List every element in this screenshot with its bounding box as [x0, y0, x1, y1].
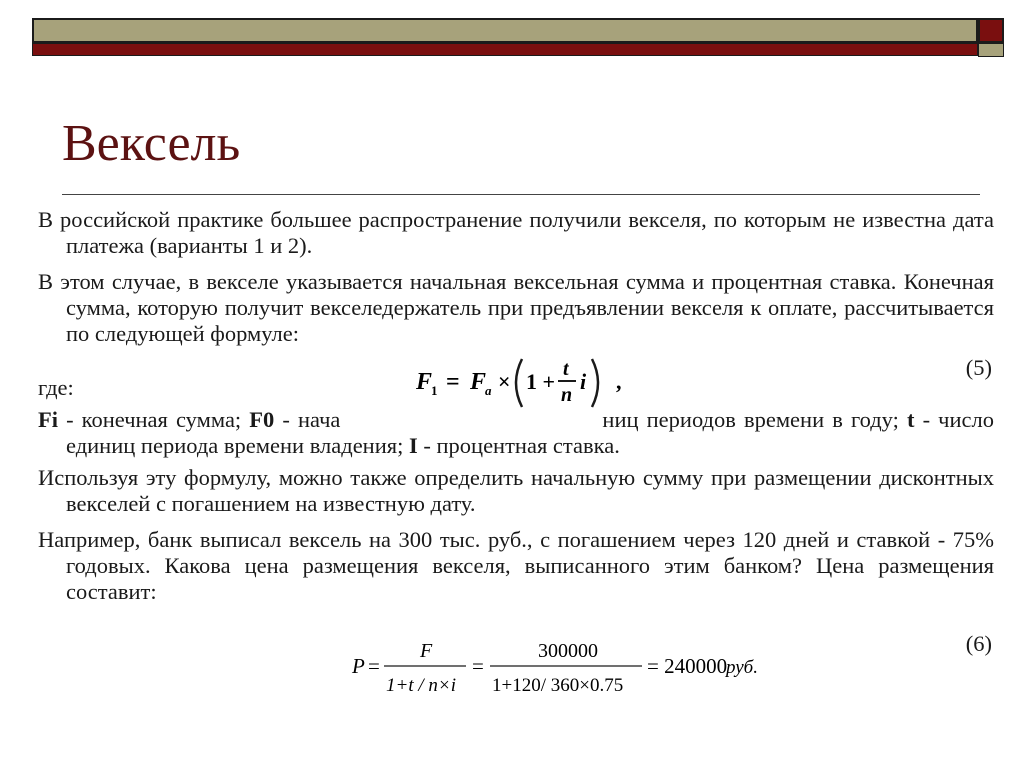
slide-body [38, 207, 994, 711]
f6-frac1-num: F [420, 640, 433, 662]
equation-6-number: (6) [965, 631, 992, 656]
f6-result: = 240000 [647, 654, 728, 678]
top-bar-maroon-strip [32, 43, 978, 56]
equation-5-number: (5) [965, 355, 992, 380]
f5-left-paren [516, 359, 522, 407]
f5-frac-den: n [561, 384, 573, 406]
f5-right-paren [592, 359, 598, 407]
f6-unit: руб. [726, 657, 758, 678]
symbol-fi: Fi [38, 407, 58, 432]
paragraph-case: В этом случае, в векселе указывается начальная вексельная сумма и процентная ставка. Конечная сумма, которую получит векселедержатель при предъявлении векселя к оплате, рассчитывается по следующей формуле: [38, 269, 994, 346]
top-bar-olive-square [978, 43, 1004, 57]
top-bar-olive-strip [32, 18, 978, 43]
symbol-f0: F0 [249, 407, 275, 432]
f5-lhs: F [416, 369, 433, 395]
symbol-i: I [408, 433, 418, 458]
f5-f: F [470, 369, 487, 395]
f5-times: × [498, 369, 511, 394]
f5-eq: = [446, 369, 460, 395]
decorative-top-bar [32, 18, 1004, 57]
paragraph-formula-use: Используя эту формулу, можно также определить начальную сумму при размещении дисконтных векселей с погашением на известную дату. [38, 465, 994, 516]
f5-lhs-sub: 1 [431, 383, 438, 398]
f5-f-sub: a [485, 383, 492, 398]
f5-comma: , [616, 369, 622, 394]
formula-6-row [38, 615, 994, 711]
formula-6 [350, 625, 780, 705]
paragraph-example: Например, банк выписал вексель на 300 тыс. руб., с погашением через 120 дней и ставкой - 75% годовых. Какова цена размещения векселя, выписанного этим банком? Цена размещения составит: [38, 527, 994, 604]
title-divider [62, 194, 980, 195]
where-label: где: [38, 375, 74, 400]
f6-frac1-den: 1+t / n×i [386, 675, 456, 696]
f5-frac-num: t [563, 358, 569, 380]
slide-title: Вексель [62, 115, 241, 172]
formula-5 [410, 351, 650, 411]
f5-i: i [580, 369, 587, 394]
formula-5-row [38, 351, 994, 407]
f6-eq2: = [472, 654, 484, 678]
paragraph-intro: В российской практике большее распространение получили векселя, по которым не известна дата платежа (варианты 1 и 2). [38, 207, 994, 258]
top-bar-maroon-square [978, 18, 1004, 43]
f5-one-plus: 1 + [526, 369, 556, 394]
symbol-t: t [906, 407, 915, 432]
f6-frac2-num: 300000 [538, 640, 598, 662]
f6-frac2-den: 1+120/ 360×0.75 [492, 675, 624, 696]
definitions-paragraph: Fi - конечная сумма; F0 - нача ниц периодов времени в году; t - число единиц периода времени владения; I - процентная ставка. [38, 407, 994, 458]
f6-eq1: = [368, 654, 380, 678]
f6-p: P [352, 654, 365, 678]
